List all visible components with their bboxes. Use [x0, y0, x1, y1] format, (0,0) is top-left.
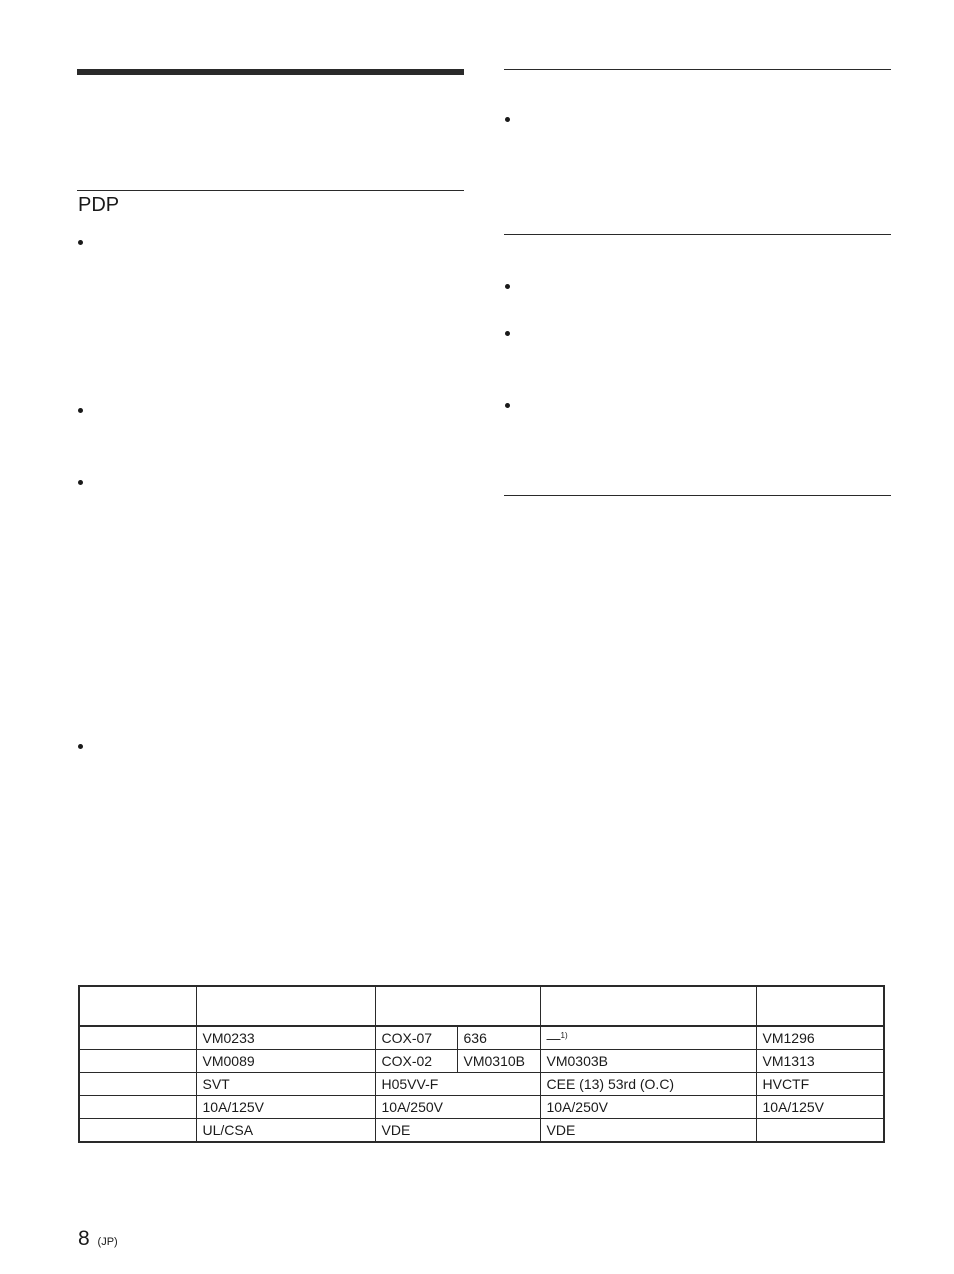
table-row [79, 1096, 884, 1119]
table-header-cell [196, 986, 375, 1026]
table-header-cell [375, 986, 540, 1026]
table-cell: VM0303B [540, 1050, 756, 1073]
table-cell: SVT [196, 1073, 375, 1096]
page-number [78, 1228, 118, 1253]
table-cell: VDE [375, 1119, 540, 1143]
table-cell: 10A/125V [756, 1096, 884, 1119]
table-cell: COX-07 [375, 1026, 457, 1050]
table-cell [79, 1050, 196, 1073]
bullet-point [78, 408, 83, 413]
power-cord-spec-table [78, 985, 885, 1143]
table-cell [79, 1073, 196, 1096]
page-number-suffix: (JP) [97, 1236, 118, 1248]
table-cell: 636 [457, 1026, 540, 1050]
right-top-rule [504, 69, 891, 70]
section-label-pdp: PDP [78, 194, 120, 216]
table-header-cell [756, 986, 884, 1026]
table-cell: VM1313 [756, 1050, 884, 1073]
table-cell: 10A/250V [540, 1096, 756, 1119]
table-row [79, 1119, 884, 1143]
footnote-marker: 1) [560, 1031, 568, 1040]
right-bottom-rule [504, 495, 891, 496]
table-cell: 10A/250V [375, 1096, 540, 1119]
table-row [79, 1026, 884, 1050]
table-cell-text: — [546, 1030, 561, 1046]
table-cell: 10A/125V [196, 1096, 375, 1119]
table-cell: VM0310B [457, 1050, 540, 1073]
table-cell [79, 1119, 196, 1143]
table-cell [540, 1026, 756, 1050]
bullet-point [78, 480, 83, 485]
table-header-row [79, 986, 884, 1026]
bullet-point [505, 117, 510, 122]
table-cell: VM0233 [196, 1026, 375, 1050]
table-row [79, 1050, 884, 1073]
left-top-thick-rule [77, 69, 464, 75]
page-number-value: 8 [78, 1227, 90, 1250]
bullet-point [505, 403, 510, 408]
table-cell [79, 1096, 196, 1119]
left-section-rule [77, 190, 464, 191]
table-cell: UL/CSA [196, 1119, 375, 1143]
bullet-point [505, 284, 510, 289]
table-header-cell [540, 986, 756, 1026]
table-cell: HVCTF [756, 1073, 884, 1096]
table-header-cell [79, 986, 196, 1026]
table-cell: COX-02 [375, 1050, 457, 1073]
table-cell: CEE (13) 53rd (O.C) [540, 1073, 756, 1096]
table-cell: VM0089 [196, 1050, 375, 1073]
table-cell: VDE [540, 1119, 756, 1143]
table-row [79, 1073, 884, 1096]
table-cell [756, 1119, 884, 1143]
bullet-point [505, 331, 510, 336]
table-cell: H05VV-F [375, 1073, 540, 1096]
table-cell [79, 1026, 196, 1050]
bullet-point [78, 744, 83, 749]
table-cell: VM1296 [756, 1026, 884, 1050]
bullet-point [78, 240, 83, 245]
right-section-rule [504, 234, 891, 235]
